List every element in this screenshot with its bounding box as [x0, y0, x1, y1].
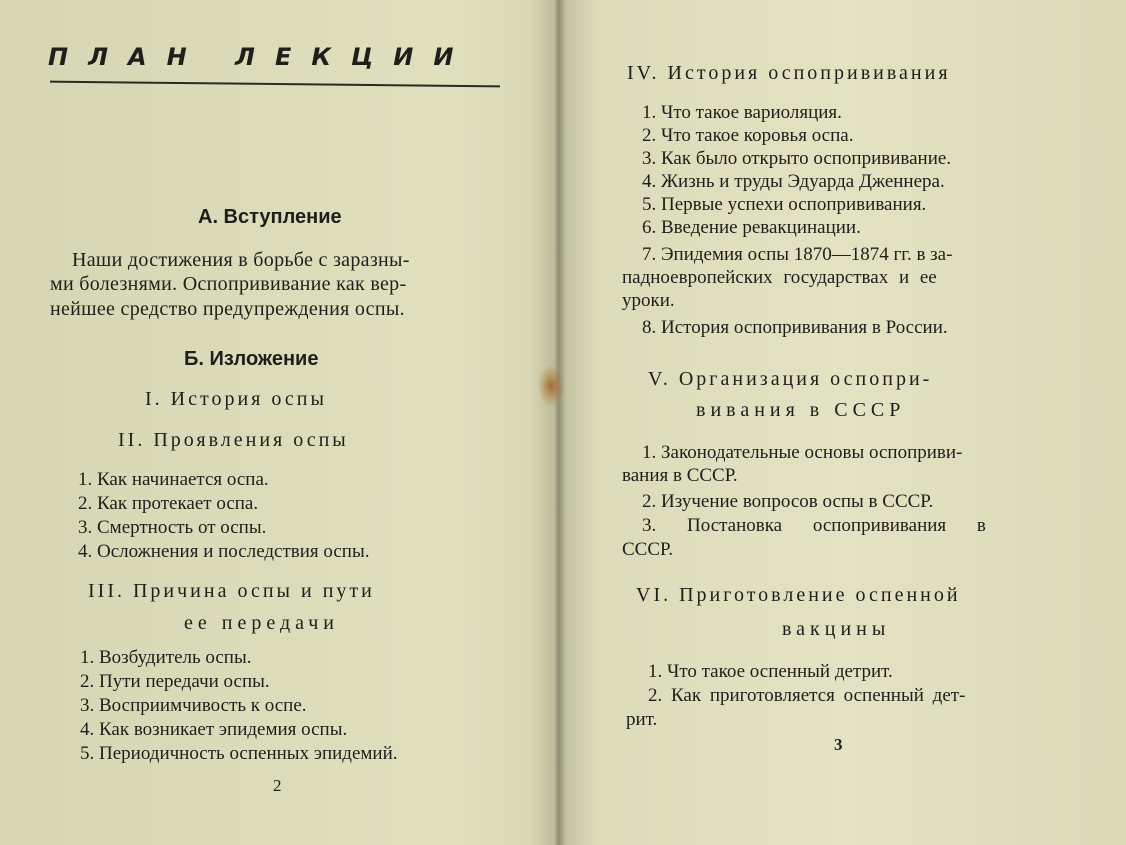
part-1-heading: I. История оспы: [145, 388, 327, 410]
part-3-heading: III. Причина оспы и пути: [88, 580, 375, 602]
section-b-heading: Б. Изложение: [184, 348, 319, 370]
list-item: 4. Осложнения и последствия оспы.: [78, 541, 370, 562]
section-a-heading: А. Вступление: [198, 206, 342, 228]
page-title: ПЛАН ЛЕКЦИИ: [48, 43, 474, 71]
left-page: [0, 0, 549, 845]
list-item: 2. Что такое коровья оспа.: [642, 125, 854, 146]
list-item: 1. Что такое оспенный детрит.: [648, 661, 893, 682]
list-item-cont: СССР.: [622, 539, 673, 560]
list-item: 3. Постановка оспопрививания в: [642, 515, 986, 536]
list-item: 6. Введение ревакцинации.: [642, 217, 861, 238]
right-page: [556, 0, 1126, 845]
intro-line: Наши достижения в борьбе с заразны-: [72, 249, 410, 271]
list-item: 7. Эпидемия оспы 1870—1874 гг. в за-: [642, 244, 953, 265]
part-5-heading-cont: вивания в СССР: [696, 399, 906, 421]
list-item: 2. Изучение вопросов оспы в СССР.: [642, 491, 934, 512]
list-item: 2. Пути передачи оспы.: [80, 671, 270, 692]
intro-line: ми болезнями. Оспопрививание как вер-: [50, 273, 407, 295]
list-item: 1. Что такое вариоляция.: [642, 102, 842, 123]
list-item-cont: рит.: [626, 709, 658, 730]
list-item-cont: падноевропейских государствах и ее: [622, 267, 937, 288]
list-item: 5. Первые успехи оспопрививания.: [642, 194, 927, 215]
list-item: 2. Как протекает оспа.: [78, 493, 259, 514]
list-item: 8. История оспопрививания в России.: [642, 317, 948, 338]
list-item: 5. Периодичность оспенных эпидемий.: [80, 743, 398, 764]
list-item: 2. Как приготовляется оспенный дет-: [648, 685, 966, 706]
list-item: 1. Как начинается оспа.: [78, 469, 269, 490]
page-number: 2: [273, 776, 282, 795]
part-5-heading: V. Организация оспопри-: [648, 368, 933, 390]
part-6-heading: VI. Приготовление оспенной: [636, 584, 961, 606]
list-item: 3. Восприимчивость к оспе.: [80, 695, 307, 716]
list-item: 3. Смертность от оспы.: [78, 517, 267, 538]
part-4-heading: IV. История оспопрививания: [627, 62, 951, 84]
list-item: 3. Как было открыто оспопрививание.: [642, 148, 952, 169]
intro-line: нейшее средство предупреждения оспы.: [50, 298, 405, 320]
part-6-heading-cont: вакцины: [782, 618, 891, 640]
list-item-cont: вания в СССР.: [622, 465, 738, 486]
list-item: 4. Жизнь и труды Эдуарда Дженнера.: [642, 171, 945, 192]
list-item: 1. Законодательные основы оспоприви-: [642, 442, 963, 463]
list-item: 1. Возбудитель оспы.: [80, 647, 252, 668]
part-3-heading-cont: ее передачи: [184, 612, 339, 634]
part-2-heading: II. Проявления оспы: [118, 429, 349, 451]
title-underline: [50, 81, 500, 88]
page-number: 3: [834, 735, 843, 754]
list-item: 4. Как возникает эпидемия оспы.: [80, 719, 348, 740]
list-item-cont: уроки.: [622, 290, 675, 311]
